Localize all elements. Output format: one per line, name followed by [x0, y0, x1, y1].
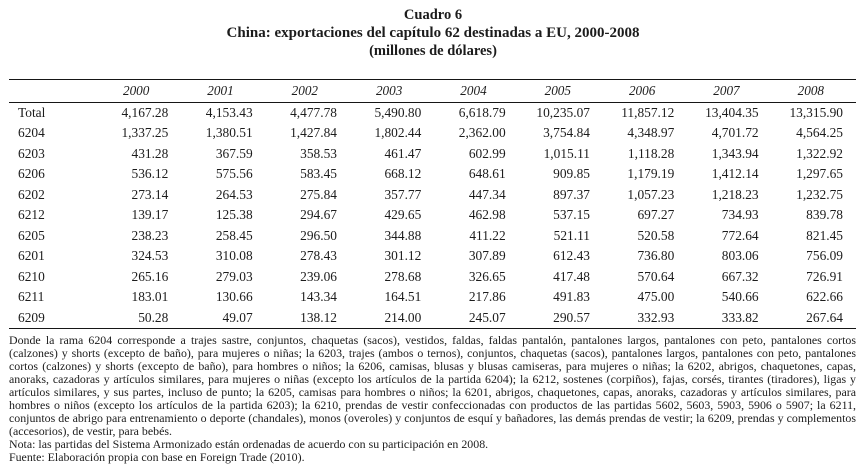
value-cell: 265.16 — [131, 268, 169, 284]
value-cell: 13,404.35 — [705, 105, 759, 120]
value-cell: 49.07 — [181, 308, 265, 329]
value-cell: 612.43 — [553, 248, 590, 264]
value-cell: 278.68 — [384, 268, 422, 284]
year-header: 2007 — [687, 80, 771, 103]
value-cell: 575.56 — [215, 166, 253, 182]
value-cell: 648.61 — [468, 166, 506, 182]
value-cell: 697.27 — [637, 207, 675, 223]
row-label: 6210 — [18, 268, 45, 284]
value-cell: 1,179.19 — [627, 166, 675, 182]
value-cell: 324.53 — [131, 248, 169, 264]
row-label: 6206 — [18, 166, 45, 182]
row-label: 6202 — [18, 186, 45, 202]
row-label: 6209 — [9, 308, 97, 329]
value-cell: 583.45 — [300, 166, 337, 182]
value-cell: 602.99 — [468, 145, 506, 161]
value-cell: 239.06 — [300, 268, 337, 284]
year-header: 2004 — [434, 80, 518, 103]
value-cell: 411.22 — [469, 227, 506, 243]
value-cell: 1,297.65 — [796, 166, 843, 182]
value-cell: 50.28 — [97, 308, 181, 329]
value-cell: 491.83 — [553, 289, 590, 305]
table-row — [9, 205, 856, 226]
value-cell: 344.88 — [384, 227, 422, 243]
value-cell: 668.12 — [384, 166, 422, 182]
value-cell: 570.64 — [637, 268, 675, 284]
table-row — [9, 123, 856, 144]
value-cell: 367.59 — [215, 145, 253, 161]
table-row — [9, 164, 856, 185]
row-label: 6212 — [18, 207, 45, 223]
value-cell: 11,857.12 — [621, 105, 675, 120]
table-row — [9, 267, 856, 288]
value-cell: 245.07 — [434, 308, 518, 329]
value-cell: 521.11 — [553, 227, 590, 243]
value-cell: 214.00 — [350, 308, 434, 329]
value-cell: 1,380.51 — [205, 125, 253, 141]
value-cell: 258.45 — [215, 227, 253, 243]
corner-cell — [9, 80, 97, 103]
value-cell: 358.53 — [300, 145, 337, 161]
value-cell: 279.03 — [215, 268, 253, 284]
value-cell: 4,564.25 — [796, 125, 843, 141]
footnote-nota: Nota: las partidas del Sistema Armonizado están ordenadas de acuerdo con su participación en 2008. — [9, 436, 489, 451]
value-cell: 267.64 — [772, 308, 856, 329]
table-title-block — [0, 0, 866, 60]
value-cell: 275.84 — [300, 186, 337, 202]
value-cell: 139.17 — [131, 207, 169, 223]
year-header: 2001 — [181, 80, 265, 103]
row-label: 6203 — [18, 145, 45, 161]
footnotes — [9, 334, 856, 464]
value-cell: 326.65 — [468, 268, 506, 284]
row-label: 6211 — [18, 289, 45, 305]
value-cell: 4,153.43 — [205, 105, 253, 120]
row-label: 6204 — [18, 125, 45, 141]
value-cell: 1,015.11 — [543, 145, 590, 161]
value-cell: 332.93 — [603, 308, 687, 329]
value-cell: 897.37 — [553, 186, 590, 202]
table-row — [9, 308, 856, 329]
value-cell: 4,167.28 — [121, 105, 169, 120]
value-cell: 461.47 — [384, 145, 422, 161]
value-cell: 4,477.78 — [290, 105, 337, 120]
value-cell: 1,802.44 — [374, 125, 422, 141]
table-number: Cuadro 6 — [403, 7, 463, 23]
value-cell: 217.86 — [468, 289, 506, 305]
value-cell: 138.12 — [266, 308, 350, 329]
value-cell: 238.23 — [131, 227, 169, 243]
value-cell: 821.45 — [806, 227, 843, 243]
year-header: 2003 — [350, 80, 434, 103]
value-cell: 13,315.90 — [789, 105, 843, 120]
table-body — [9, 103, 856, 329]
value-cell: 5,490.80 — [374, 105, 422, 120]
value-cell: 1,218.23 — [711, 186, 759, 202]
value-cell: 164.51 — [384, 289, 422, 305]
value-cell: 417.48 — [553, 268, 590, 284]
value-cell: 1,412.14 — [711, 166, 759, 182]
value-cell: 622.66 — [806, 289, 843, 305]
value-cell: 726.91 — [806, 268, 843, 284]
value-cell: 1,232.75 — [796, 186, 843, 202]
value-cell: 294.67 — [300, 207, 337, 223]
value-cell: 447.34 — [468, 186, 506, 202]
value-cell: 1,322.92 — [796, 145, 843, 161]
value-cell: 1,427.84 — [290, 125, 337, 141]
value-cell: 357.77 — [384, 186, 422, 202]
value-cell: 736.80 — [637, 248, 675, 264]
year-header: 2006 — [603, 80, 687, 103]
value-cell: 278.43 — [300, 248, 337, 264]
exports-table — [9, 79, 856, 329]
value-cell: 143.34 — [300, 289, 337, 305]
value-cell: 333.82 — [687, 308, 771, 329]
table-row — [9, 185, 856, 206]
value-cell: 431.28 — [131, 145, 169, 161]
value-cell: 734.93 — [721, 207, 759, 223]
value-cell: 756.09 — [806, 248, 843, 264]
table-row — [9, 144, 856, 165]
value-cell: 772.64 — [721, 227, 759, 243]
value-cell: 536.12 — [131, 166, 169, 182]
table-row — [9, 287, 856, 308]
value-cell: 537.15 — [553, 207, 590, 223]
table-header — [9, 80, 856, 103]
value-cell: 6,618.79 — [458, 105, 506, 120]
row-label: 6205 — [18, 227, 45, 243]
value-cell: 130.66 — [215, 289, 253, 305]
value-cell: 429.65 — [384, 207, 422, 223]
value-cell: 273.14 — [131, 186, 169, 202]
value-cell: 803.06 — [721, 248, 759, 264]
value-cell: 2,362.00 — [458, 125, 506, 141]
year-header: 2002 — [266, 80, 350, 103]
table-row — [9, 246, 856, 267]
value-cell: 1,118.28 — [627, 145, 675, 161]
year-header: 2005 — [519, 80, 603, 103]
table-units: (millones de dólares) — [369, 43, 497, 59]
value-cell: 540.66 — [721, 289, 759, 305]
value-cell: 310.08 — [215, 248, 253, 264]
value-cell: 10,235.07 — [536, 105, 590, 120]
value-cell: 290.57 — [519, 308, 603, 329]
table-row — [9, 103, 856, 124]
year-header: 2000 — [97, 80, 181, 103]
value-cell: 307.89 — [468, 248, 506, 264]
value-cell: 4,348.97 — [627, 125, 675, 141]
table-row — [9, 226, 856, 247]
footnote-fuente: Fuente: Elaboración propia con base en Foreign Trade (2010). — [9, 449, 305, 464]
value-cell: 839.78 — [806, 207, 843, 223]
value-cell: 475.00 — [637, 289, 675, 305]
value-cell: 301.12 — [384, 248, 422, 264]
value-cell: 1,337.25 — [121, 125, 169, 141]
value-cell: 1,343.94 — [711, 145, 759, 161]
year-header: 2008 — [772, 80, 856, 103]
footnote-description: Donde la rama 6204 corresponde a trajes sastre, conjuntos, chaquetas (sacos), vestidos, faldas, faldas pantalón, pantalones largos, pantalones con peto, pantalones cortos (calzones) y shorts (excepto de baño), para mujeres o niñas; la 6203, trajes (ambos o ternos), conjuntos, chaquetas (sacos), pantalones largos, pantalones con peto, pantalones cortos (calzones) y shorts (excepto de baño), para hombres o niños; la 6206, camisas, blusas y blusas camiseras, para mujeres o niñas; la 6202, abrigos, chaquetones, capas, anoraks, cazadoras y artículos similares, para mujeres o niñas (excepto los artículos de la partida 6204); la 6212, sostenes (corpiños), fajas, corsés, tirantes (tiradores), ligas y artículos similares, y sus partes, incluso de punto; la 6205, camisas para hombres o niños; la 6201, abrigos, chaquetones, capas, anoraks, cazadoras y artículos similares, para hombres o niños (excepto los artículos de la partida 6203); la 6210, prendas de vestir confeccionadas con productos de las partidas 5602, 5603, 5903, 5906 o 5907; la 6211, conjuntos de abrigo para entrenamiento o deporte (chandales), monos (overoles) y conjuntos de esquí y bañadores, las demás prendas de vestir; la 6209, prendas y complementos (accesorios), de vestir, para bebés. — [9, 332, 856, 438]
row-label: Total — [18, 105, 46, 120]
value-cell: 909.85 — [553, 166, 590, 182]
row-label: 6201 — [18, 248, 45, 264]
value-cell: 1,057.23 — [627, 186, 675, 202]
table-title: China: exportaciones del capítulo 62 destinadas a EU, 2000-2008 — [226, 25, 640, 41]
value-cell: 3,754.84 — [543, 125, 590, 141]
value-cell: 264.53 — [215, 186, 253, 202]
value-cell: 296.50 — [300, 227, 337, 243]
value-cell: 520.58 — [637, 227, 675, 243]
value-cell: 667.32 — [721, 268, 759, 284]
value-cell: 462.98 — [468, 207, 506, 223]
table-header-row — [9, 80, 856, 103]
value-cell: 4,701.72 — [711, 125, 759, 141]
value-cell: 183.01 — [131, 289, 169, 305]
value-cell: 125.38 — [215, 207, 253, 223]
